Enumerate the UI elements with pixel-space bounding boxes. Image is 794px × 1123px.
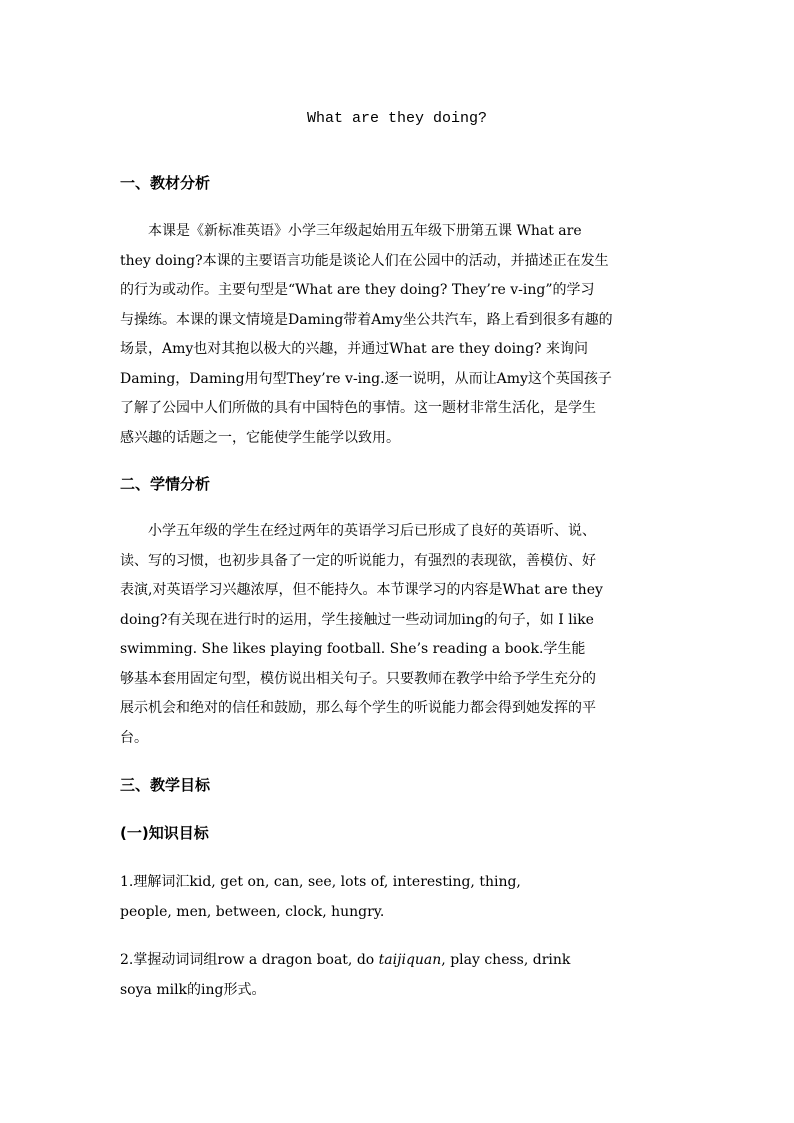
paragraph-line: 场景，Amy也对其抱以极大的兴趣，并通过What are they doing? 来询问	[120, 341, 588, 357]
paragraph-line: 小学五年级的学生在经过两年的英语学习后已形成了良好的英语听、说、	[148, 523, 596, 539]
paragraph-line: 与操练。本课的课文情境是Daming带着Amy坐公共汽车，路上看到很多有趣的	[120, 311, 613, 328]
paragraph-line: 读、写的习惯，也初步具备了一定的听说能力，有强烈的表现欲，善模仿、好	[120, 552, 596, 569]
paragraph-line: 的行为或动作。主要句型是“What are they doing? They’re v-ing”的学习	[120, 282, 595, 298]
goal-line-suffix: , play chess, drink	[441, 952, 571, 968]
paragraph-textbook-analysis	[120, 217, 675, 453]
document-title: What are they doing?	[306, 110, 488, 127]
paragraph-line: 表演,对英语学习兴趣浓厚，但不能持久。本节课学习的内容是What are they	[120, 582, 603, 598]
goal-line: 1.理解词汇kid, get on, can, see, lots of, interesting, thing,	[120, 874, 521, 890]
paragraph-line: swimming. She likes playing football. She’s reading a book.学生能	[120, 641, 586, 657]
paragraph-line: doing?有关现在进行时的运用，学生接触过一些动词加ing的句子，如 I like	[120, 611, 594, 628]
section-heading-textbook-analysis: 一、教材分析	[120, 174, 211, 192]
italic-term: taijiquan	[378, 952, 442, 968]
paragraph-line: 感兴趣的话题之一，它能使学生能学以致用。	[120, 429, 400, 446]
goal-item-phrases	[120, 945, 570, 1005]
paragraph-line: 够基本套用固定句型，模仿说出相关句子。只要教师在教学中给予学生充分的	[120, 670, 596, 687]
section-heading-teaching-goals: 三、教学目标	[120, 776, 211, 794]
paragraph-line: they doing?本课的主要语言功能是谈论人们在公园中的活动，并描述正在发生	[120, 252, 609, 269]
goal-line: people, men, between, clock, hungry.	[120, 904, 385, 920]
paragraph-line: 展示机会和绝对的信任和鼓励，那么每个学生的听说能力都会得到她发挥的平	[120, 700, 596, 716]
section-heading-student-analysis: 二、学情分析	[120, 475, 211, 493]
goal-line-prefix: 2.掌握动词词组row a dragon boat, do	[120, 952, 379, 968]
subsection-heading-knowledge-goals: (一)知识目标	[120, 824, 209, 842]
goal-line: soya milk的ing形式。	[120, 982, 266, 998]
paragraph-line: 本课是《新标准英语》小学三年级起始用五年级下册第五课 What are	[148, 223, 582, 239]
paragraph-line: 台。	[120, 729, 148, 746]
goal-item-vocabulary	[120, 867, 521, 927]
paragraph-student-analysis	[120, 517, 675, 753]
paragraph-line: Daming，Daming用句型They’re v-ing.逐一说明，从而让Amy这个英国孩子	[120, 370, 612, 387]
goal-line	[120, 945, 570, 975]
paragraph-line: 了解了公园中人们所做的具有中国特色的事情。这一题材非常生活化，是学生	[120, 400, 596, 416]
